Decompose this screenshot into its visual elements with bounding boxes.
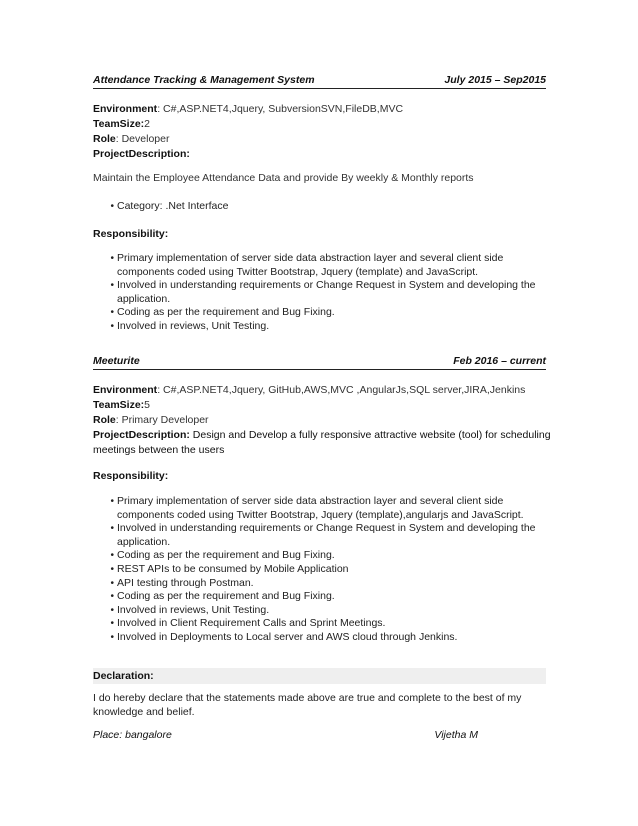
responsibility-list	[93, 495, 546, 645]
category-list	[93, 200, 546, 214]
project-header	[93, 355, 546, 370]
responsibility-list	[93, 252, 546, 334]
list-item: • Involved in Deployments to Local server and AWS cloud through Jenkins.	[93, 631, 546, 645]
projdesc-line	[93, 148, 546, 161]
list-item: • Involved in reviews, Unit Testing.	[93, 604, 546, 618]
environment-label: Environment	[93, 103, 158, 115]
environment-label: Environment	[93, 384, 158, 396]
projdesc-value: Design and Develop a fully responsive attractive website (tool) for scheduling	[189, 429, 551, 441]
projdesc-label: ProjectDescription:	[93, 429, 190, 441]
project-dates: July 2015 – Sep2015	[444, 74, 546, 86]
project-title: Meeturite	[93, 355, 140, 367]
responsibility-title: Responsibility:	[93, 228, 169, 240]
declaration-text: I do hereby declare that the statements made above are true and complete to the best of my knowledge and belief.	[93, 692, 522, 718]
list-item: • Primary implementation of server side data abstraction layer and several client side components coded using Twitter Bootstrap, Jquery (template),angularjs and JavaScript.	[93, 495, 546, 522]
projdesc-label: ProjectDescription:	[93, 148, 190, 160]
role-value: : Primary Developer	[115, 414, 209, 426]
teamsize-label: TeamSize:	[93, 399, 145, 411]
list-item: • Involved in reviews, Unit Testing.	[93, 320, 546, 334]
project-header	[93, 74, 546, 89]
teamsize-value: 5	[144, 399, 151, 411]
responsibility-title: Responsibility:	[93, 470, 169, 482]
teamsize-label: TeamSize:	[93, 118, 145, 130]
teamsize-line	[93, 399, 546, 412]
projdesc-line	[93, 429, 551, 442]
signature-name: Vijetha M	[434, 729, 478, 741]
list-item: • REST APIs to be consumed by Mobile Application	[93, 563, 546, 577]
project-title: Attendance Tracking & Management System	[93, 74, 315, 86]
teamsize-line	[93, 118, 546, 131]
list-item: • API testing through Postman.	[93, 577, 546, 591]
environment-value: : C#,ASP.NET4,Jquery, GitHub,AWS,MVC ,AngularJs,SQL server,JIRA,Jenkins	[157, 384, 526, 396]
role-value: : Developer	[115, 133, 170, 145]
list-item: • Coding as per the requirement and Bug Fixing.	[93, 549, 546, 563]
list-item: • Involved in understanding requirements or Change Request in System and developing the application.	[93, 522, 546, 549]
category-item: • Category: .Net Interface	[93, 200, 546, 214]
role-line	[93, 414, 546, 427]
declaration-heading: Declaration:	[93, 668, 546, 684]
project-description: Maintain the Employee Attendance Data and provide By weekly & Monthly reports	[93, 172, 474, 184]
list-item: • Coding as per the requirement and Bug Fixing.	[93, 590, 546, 604]
teamsize-value: 2	[144, 118, 151, 130]
list-item: • Coding as per the requirement and Bug Fixing.	[93, 306, 546, 320]
place: Place: bangalore	[93, 729, 172, 741]
role-label: Role	[93, 414, 116, 426]
role-label: Role	[93, 133, 116, 145]
list-item: • Primary implementation of server side data abstraction layer and several client side components coded using Twitter Bootstrap, Jquery (template) and JavaScript.	[93, 252, 546, 279]
list-item: • Involved in Client Requirement Calls and Sprint Meetings.	[93, 617, 546, 631]
environment-line	[93, 384, 546, 397]
projdesc-continuation: meetings between the users	[93, 444, 225, 456]
environment-value: : C#,ASP.NET4,Jquery, SubversionSVN,FileDB,MVC	[157, 103, 404, 115]
signature-line	[93, 729, 478, 741]
role-line	[93, 133, 546, 146]
project-dates: Feb 2016 – current	[453, 355, 546, 367]
environment-line	[93, 103, 546, 116]
list-item: • Involved in understanding requirements or Change Request in System and developing the application.	[93, 279, 546, 306]
